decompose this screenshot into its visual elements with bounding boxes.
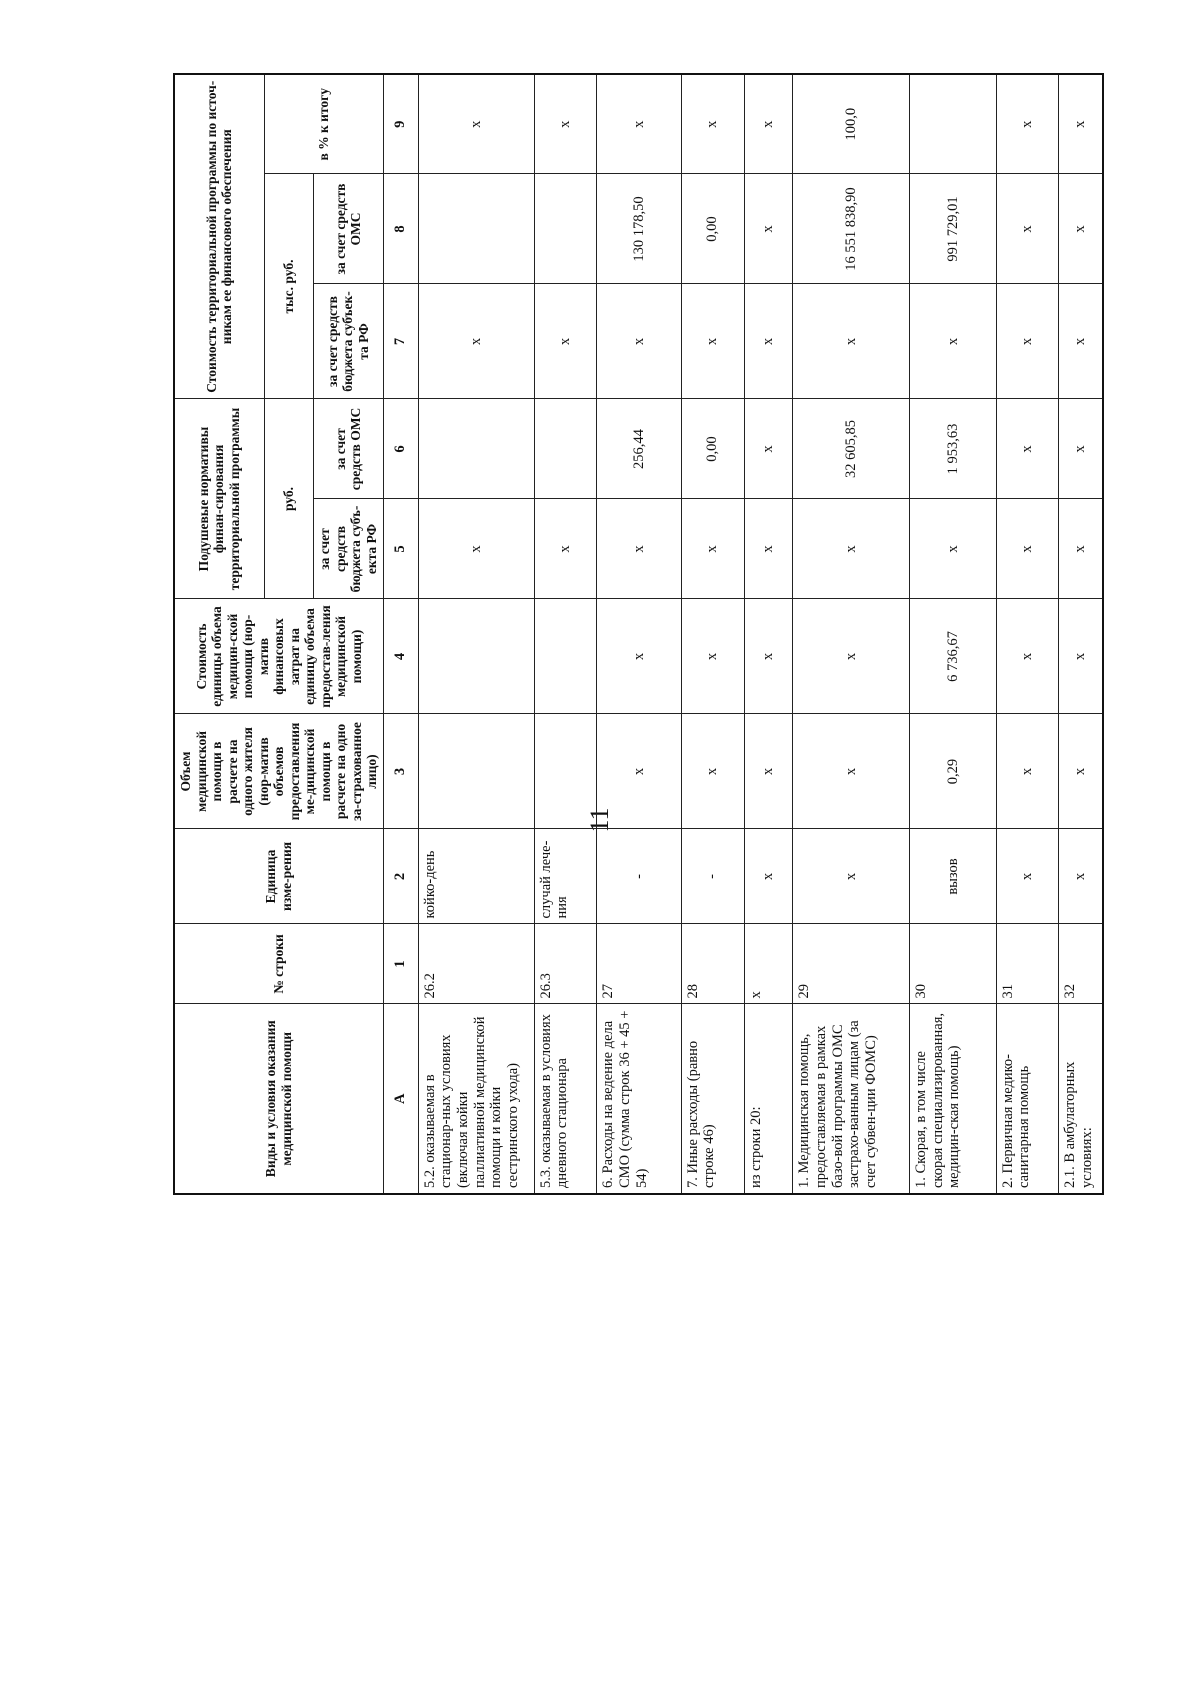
index-cell: 8 <box>383 174 418 284</box>
index-cell: 9 <box>383 74 418 174</box>
row-name: 5.2. оказываемая в стационар-ных условиях (включая койки паллиативной медицинской помощи и койки сестринского ухода) <box>418 1004 534 1194</box>
row-line: 29 <box>793 924 910 1004</box>
index-cell: 7 <box>383 284 418 399</box>
row-n5: х <box>681 499 744 599</box>
row-n6: 32 605,85 <box>793 399 910 499</box>
financing-table <box>173 73 1104 1195</box>
header-col-1: № строки <box>174 924 383 1004</box>
row-volume: х <box>744 714 793 829</box>
table-row <box>910 74 997 1194</box>
row-n5: х <box>534 499 597 599</box>
row-cost: х <box>1059 599 1103 714</box>
row-unit: вызов <box>910 829 997 924</box>
header-col-3: Объем медицинской помощи в расчете на одного жителя (нор-матив объемов предоставления ме-дицинской помощи в расчете на одно за-страхованное лицо) <box>174 714 383 829</box>
row-n7: х <box>681 284 744 399</box>
row-name: 2.1. В амбулаторных условиях: <box>1059 1004 1103 1194</box>
row-line: 26.3 <box>534 924 597 1004</box>
row-n9: х <box>597 74 681 174</box>
row-n8: 130 178,50 <box>597 174 681 284</box>
row-n5: х <box>996 499 1059 599</box>
row-n8: х <box>744 174 793 284</box>
row-cost: х <box>597 599 681 714</box>
row-line: 31 <box>996 924 1059 1004</box>
row-line: х <box>744 924 793 1004</box>
table-row <box>1059 74 1103 1194</box>
header-group-cost: Стоимость территориальной программы по источ-никам ее финансового обеспечения <box>174 74 264 399</box>
row-n8 <box>418 174 534 284</box>
row-cost: х <box>793 599 910 714</box>
row-name: 7. Иные расходы (равно строке 46) <box>681 1004 744 1194</box>
row-n7: х <box>910 284 997 399</box>
row-cost: х <box>681 599 744 714</box>
index-cell: 3 <box>383 714 418 829</box>
index-row <box>383 74 418 1194</box>
header-oms-6: за счет средств ОМС <box>313 399 383 499</box>
header-budget-7: за счет средств бюджета субъек-та РФ <box>313 284 383 399</box>
row-unit: - <box>681 829 744 924</box>
row-n6: 1 953,63 <box>910 399 997 499</box>
index-cell: 5 <box>383 499 418 599</box>
row-n8: 991 729,01 <box>910 174 997 284</box>
row-unit: случай лече-ния <box>534 829 597 924</box>
row-n8 <box>534 174 597 284</box>
index-cell: 2 <box>383 829 418 924</box>
header-group-normatives: Подушевые нормативы финан-сирования территориальной программы <box>174 399 264 599</box>
row-cost <box>418 599 534 714</box>
row-n7: х <box>534 284 597 399</box>
row-cost <box>534 599 597 714</box>
index-cell: 1 <box>383 924 418 1004</box>
row-cost: х <box>996 599 1059 714</box>
header-col-a: Виды и условия оказания медицинской помощи <box>174 1004 383 1194</box>
row-unit: х <box>793 829 910 924</box>
row-n9 <box>910 74 997 174</box>
header-oms-8: за счет средств ОМС <box>313 174 383 284</box>
row-name: из строки 20: <box>744 1004 793 1194</box>
header-budget-5: за счет средств бюджета субъ-екта РФ <box>313 499 383 599</box>
row-volume <box>534 714 597 829</box>
row-name: 1. Скорая, в том числе скорая специализированная, медицин-ская помощь) <box>910 1004 997 1194</box>
row-line: 32 <box>1059 924 1103 1004</box>
row-volume: 0,29 <box>910 714 997 829</box>
row-unit: х <box>744 829 793 924</box>
row-line: 27 <box>597 924 681 1004</box>
row-n6: х <box>744 399 793 499</box>
row-n8: х <box>1059 174 1103 284</box>
table-row <box>418 74 534 1194</box>
row-n7: х <box>597 284 681 399</box>
row-volume: х <box>793 714 910 829</box>
header-normatives-unit: руб. <box>264 399 313 599</box>
row-n7: х <box>1059 284 1103 399</box>
row-n9: х <box>418 74 534 174</box>
row-volume: х <box>597 714 681 829</box>
row-unit: х <box>1059 829 1103 924</box>
row-n5: х <box>744 499 793 599</box>
row-cost: х <box>744 599 793 714</box>
row-n8: 0,00 <box>681 174 744 284</box>
row-volume: х <box>1059 714 1103 829</box>
row-n6: х <box>996 399 1059 499</box>
row-line: 28 <box>681 924 744 1004</box>
page-number: 11 <box>585 807 614 833</box>
row-volume: х <box>681 714 744 829</box>
row-cost: 6 736,67 <box>910 599 997 714</box>
row-n8: 16 551 838,90 <box>793 174 910 284</box>
row-n6: 0,00 <box>681 399 744 499</box>
row-n9: х <box>744 74 793 174</box>
table-row <box>996 74 1059 1194</box>
index-cell: 4 <box>383 599 418 714</box>
row-volume: х <box>996 714 1059 829</box>
row-n7: х <box>418 284 534 399</box>
row-n5: х <box>793 499 910 599</box>
table-container <box>173 75 1096 1195</box>
row-n6: 256,44 <box>597 399 681 499</box>
row-name: 1. Медицинская помощь, предоставляемая в рамках базо-вой программы ОМС застрахо-ванным лицам (за счет субвен-ции ФОМС) <box>793 1004 910 1194</box>
row-n9: х <box>1059 74 1103 174</box>
row-n5: х <box>910 499 997 599</box>
row-n8: х <box>996 174 1059 284</box>
header-col-2: Единица изме-рения <box>174 829 383 924</box>
row-name: 5.3. оказываемая в условиях дневного стационара <box>534 1004 597 1194</box>
row-n5: х <box>418 499 534 599</box>
row-n5: х <box>597 499 681 599</box>
table-row <box>744 74 793 1194</box>
row-n6 <box>534 399 597 499</box>
table-row <box>534 74 597 1194</box>
row-n6: х <box>1059 399 1103 499</box>
table-row <box>597 74 681 1194</box>
row-n6 <box>418 399 534 499</box>
header-col-4: Стоимость единицы объема медицин-ской помощи (нор-матив финансовых затрат на единицу объема предостав-ления медицинской помощи) <box>174 599 383 714</box>
row-name: 2. Первичная медико-санитарная помощь <box>996 1004 1059 1194</box>
header-cost-unit: тыс. руб. <box>264 174 313 399</box>
row-unit: х <box>996 829 1059 924</box>
index-cell: А <box>383 1004 418 1194</box>
table-row <box>793 74 910 1194</box>
row-n9: х <box>681 74 744 174</box>
row-volume <box>418 714 534 829</box>
row-n7: х <box>744 284 793 399</box>
row-n9: х <box>534 74 597 174</box>
row-n5: х <box>1059 499 1103 599</box>
row-n9: 100,0 <box>793 74 910 174</box>
row-n7: х <box>793 284 910 399</box>
row-unit: - <box>597 829 681 924</box>
row-unit: койко-день <box>418 829 534 924</box>
table-row <box>681 74 744 1194</box>
row-n7: х <box>996 284 1059 399</box>
row-line: 26.2 <box>418 924 534 1004</box>
header-percent: в % к итогу <box>264 74 383 174</box>
row-n9: х <box>996 74 1059 174</box>
row-line: 30 <box>910 924 997 1004</box>
index-cell: 6 <box>383 399 418 499</box>
row-name: 6. Расходы на ведение дела СМО (сумма строк 36 + 45 + 54) <box>597 1004 681 1194</box>
